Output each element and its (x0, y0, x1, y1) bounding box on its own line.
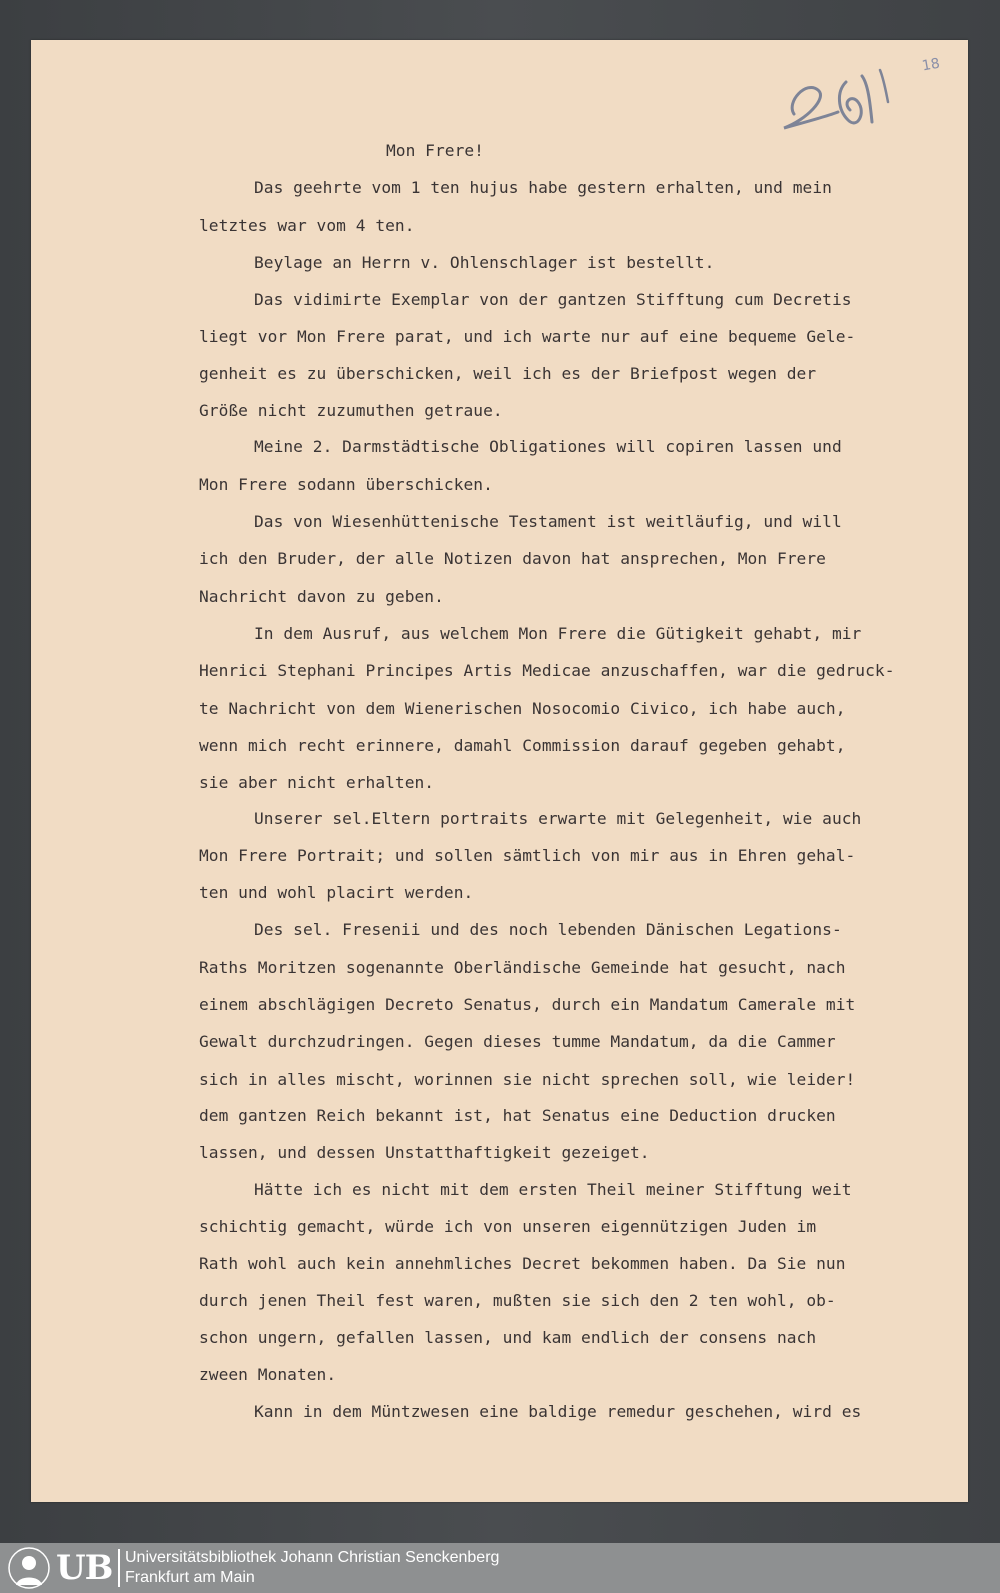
text-line: Hätte ich es nicht mit dem ersten Theil meiner Stifftung weit (254, 1180, 852, 1199)
text-line: Nachricht davon zu geben. (199, 587, 444, 606)
letter-page (31, 40, 968, 1502)
text-line: lassen, und dessen Unstatthaftigkeit gezeiget. (199, 1143, 650, 1162)
text-line: Gewalt durchzudringen. Gegen dieses tumme Mandatum, da die Cammer (199, 1032, 836, 1051)
text-line: schichtig gemacht, würde ich von unseren eigennützigen Juden im (199, 1217, 817, 1236)
text-line: Mon Frere Portrait; und sollen sämtlich von mir aus in Ehren gehal- (199, 846, 856, 865)
senckenberg-portrait-icon (8, 1547, 50, 1589)
text-line: zween Monaten. (199, 1365, 337, 1384)
text-line: letztes war vom 4 ten. (199, 216, 415, 235)
library-name: Universitätsbibliothek Johann Christian Senckenberg (125, 1549, 500, 1566)
text-line: Beylage an Herrn v. Ohlenschlager ist bestellt. (254, 253, 715, 272)
text-line: Kann in dem Müntzwesen eine baldige remedur geschehen, wird es (254, 1402, 862, 1421)
text-line: Das vidimirte Exemplar von der gantzen Stifftung cum Decretis (254, 290, 852, 309)
text-line: liegt vor Mon Frere parat, und ich warte nur auf eine bequeme Gele- (199, 327, 856, 346)
text-line: einem abschlägigen Decreto Senatus, durch ein Mandatum Camerale mit (199, 995, 856, 1014)
salutation: Mon Frere! (386, 141, 484, 160)
text-line: Das geehrte vom 1 ten hujus habe gestern erhalten, und mein (254, 178, 832, 197)
text-line: Henrici Stephani Principes Artis Medicae anzuschaffen, war die gedruck- (199, 661, 895, 680)
text-line: Rath wohl auch kein annehmliches Decret bekommen haben. Da Sie nun (199, 1254, 846, 1273)
text-line: dem gantzen Reich bekannt ist, hat Senatus eine Deduction drucken (199, 1106, 836, 1125)
library-city: Frankfurt am Main (125, 1569, 255, 1586)
text-line: te Nachricht von dem Wienerischen Nosocomio Civico, ich habe auch, (199, 699, 846, 718)
text-line: In dem Ausruf, aus welchem Mon Frere die Gütigkeit gehabt, mir (254, 624, 862, 643)
text-line: durch jenen Theil fest waren, mußten sie sich den 2 ten wohl, ob- (199, 1291, 836, 1310)
text-line: genheit es zu überschicken, weil ich es der Briefpost wegen der (199, 364, 817, 383)
text-line: Das von Wiesenhüttenische Testament ist weitläufig, und will (254, 512, 842, 531)
text-line: schon ungern, gefallen lassen, und kam endlich der consens nach (199, 1328, 817, 1347)
library-footer (0, 1543, 1000, 1593)
text-line: sie aber nicht erhalten. (199, 773, 435, 792)
text-line: Unserer sel.Eltern portraits erwarte mit Gelegenheit, wie auch (254, 809, 862, 828)
letter-text (31, 40, 968, 1502)
text-line: Mon Frere sodann überschicken. (199, 475, 493, 494)
text-line: Des sel. Fresenii und des noch lebenden Dänischen Legations- (254, 920, 842, 939)
text-line: Meine 2. Darmstädtische Obligationes will copiren lassen und (254, 437, 842, 456)
text-line: Raths Moritzen sogenannte Oberländische Gemeinde hat gesucht, nach (199, 958, 846, 977)
ub-logo: UB (56, 1548, 113, 1588)
folio-number: 18 (920, 55, 942, 75)
text-line: sich in alles mischt, worinnen sie nicht sprechen soll, wie leider! (199, 1070, 856, 1089)
text-line: Größe nicht zuzumuthen getraue. (199, 401, 503, 420)
text-line: wenn mich recht erinnere, damahl Commission darauf gegeben gehabt, (199, 736, 846, 755)
text-line: ten und wohl placirt werden. (199, 883, 474, 902)
text-line: ich den Bruder, der alle Notizen davon hat ansprechen, Mon Frere (199, 549, 826, 568)
logo-divider (118, 1549, 120, 1587)
